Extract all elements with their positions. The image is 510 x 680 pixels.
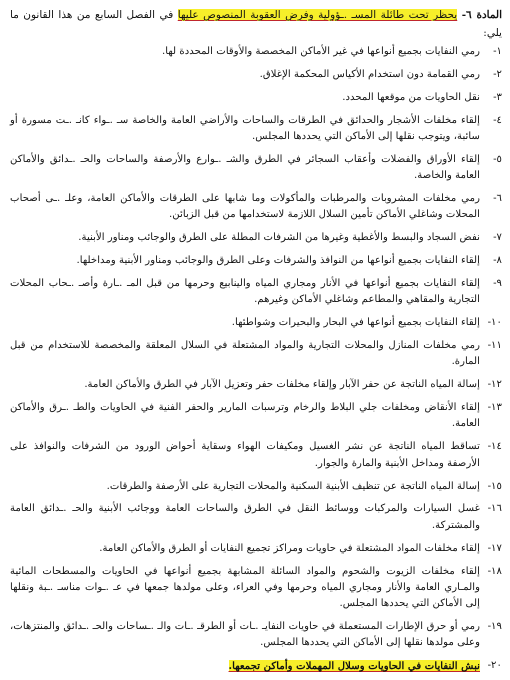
list-item — [10, 67, 502, 83]
list-item — [10, 315, 502, 331]
item-number: ١- — [493, 46, 502, 57]
item-text: رمي مخلفات المنازل والمحلات التجارية والمواد المشتعلة في السلال المعلقة والمخصصة للاستخدام من قبل المارة. — [10, 340, 480, 368]
list-item — [10, 230, 502, 246]
item-text: رمي النفايات بجميع أنواعها في غير الأماكن المخصصة والأوقات المحددة لها. — [161, 46, 480, 57]
list-item — [10, 658, 502, 674]
item-number: ٨- — [493, 255, 502, 267]
item-number: ١٤- — [487, 441, 502, 453]
list-item — [10, 90, 502, 106]
item-text: إسالة المياه الناتجة عن حفر الآبار وإلقاء مخلفات حفر وتعزيل الآبار في الطرق والأماكن العامة. — [84, 379, 480, 391]
list-item — [10, 400, 502, 433]
item-text: إلقاء النفايات بجميع أنواعها في الأنار ومجاري المياه والينابيع وحرمها من قبل المـ .ـارة وأصـ .ـحاب المحلات التجارية والمقاهي والمطاعم وشاغلي الأماكن وغيرهم. — [10, 278, 480, 306]
item-number: ٥- — [493, 153, 502, 165]
item-text: إلقاء الأوراق والفضلات وأعقاب السجائر في الطرق والشـ .ـوارع والأرصفة والساحات والحـ .ـدائق والأماكن العامة والخاصة. — [10, 153, 480, 182]
item-text: غسل السيارات والمركبات ووسائط النقل في الطرق والساحات العامة ووجائب الأبنية والحـ .ـدائق العامة والمشتركة. — [10, 503, 480, 531]
list-item — [10, 541, 502, 557]
list-item — [10, 564, 502, 613]
list-item — [10, 191, 502, 224]
item-text: رمي القمامة دون استخدام الأكياس المحكمة الإغلاق. — [259, 68, 480, 80]
item-number: ١٣- — [487, 402, 502, 414]
item-number: ٣- — [493, 91, 502, 103]
item-number: ٦- — [493, 193, 502, 205]
item-number: ١٥- — [487, 480, 502, 492]
list-item — [10, 619, 502, 652]
item-text: تساقط المياه الناتجة عن نشر الغسيل ومكيفات الهواء وسقاية أحواض الورود من الشرفات والنوافذ على الأرصفة ومداخل الأبنية والمارة والجوار. — [10, 441, 480, 469]
item-number: ٩- — [493, 278, 502, 290]
item-text: رمي مخلفات المشروبات والمرطبات والمأكولات وما شابها على الطرقات والأماكن العامة، وعلـ .ـى أصحاب المحلات وشاغلي الأماكن تأمين السلال اللازمة لاستخدامها من قبل الزبائن. — [10, 193, 480, 221]
item-text — [10, 658, 480, 674]
item-number: ١٢- — [487, 379, 502, 391]
list-item — [10, 152, 502, 185]
list-item — [10, 338, 502, 371]
item-text: نفض السجاد والبسط والأغطية وغيرها من الشرفات المطلة على الطرق والوجائب ومناور الأبنية. — [78, 232, 480, 244]
list-item — [10, 501, 502, 534]
highlighted-item-text: نبش النفايات في الحاويات وسلال المهملات وأماكن تجمعها. — [228, 660, 480, 673]
item-number: ٢٠- — [487, 660, 502, 672]
list-item — [10, 479, 502, 495]
list-item — [10, 276, 502, 309]
article-intro-text: في الفصل السابع من هذا القانون ما يلي: — [10, 9, 502, 39]
item-text: إسالة المياه الناتجة عن تنظيف الأبنية السكنية والمحلات التجارية على الأرصفة والطرقات. — [106, 480, 480, 492]
item-number: ١٦- — [487, 503, 502, 515]
list-item — [10, 113, 502, 146]
list-item — [10, 439, 502, 472]
item-text: رمي أو حرق الإطارات المستعملة في حاويات النفايـ .ـات أو الطرقـ .ـات والـ .ـساحات والحـ .ـدائق والمنتزهات، وعلى مولدها نقلها إلى الأماكن التي يحددها المجلس. — [10, 621, 480, 649]
item-number: ١٠- — [487, 317, 502, 329]
item-text: إلقاء النفايات بجميع أنواعها في البحار والبحيرات وشواطئها. — [231, 317, 480, 329]
item-number: ٤- — [493, 114, 502, 126]
item-number: ١٨- — [487, 565, 502, 577]
item-number: ١٩- — [487, 621, 502, 632]
item-text: إلقاء النفايات بجميع أنواعها من النوافذ والشرفات وعلى الطرق والوجائب ومناور الأبنية ومداخلها. — [76, 255, 480, 267]
article-header — [10, 6, 502, 42]
article-number: المادة ٦- — [461, 9, 503, 21]
item-text: إلقاء مخلفات الزيوت والشحوم والمواد السائلة المشابهة بجميع أنواعها في الحاويات والمسطحات المائية والمـاري العامة والأنار ومجاري المياه وحرمها وفي العراء، وعلى مولدها جمعها في عـ .ـوات مناسـ .ـبة ونقلها إلى الأماكن التي يحددها المجلس. — [10, 565, 480, 610]
item-number: ١١- — [487, 340, 502, 352]
item-number: ١٧- — [487, 542, 502, 554]
item-number: ٧- — [493, 232, 502, 244]
prohibitions-list — [10, 44, 502, 674]
list-item — [10, 253, 502, 269]
item-text: إلقاء مخلفات الأشجار والحدائق في الطرقات والساحات والأراضي العامة والخاصة سـ .ـواء كانـ .ـت مسورة أو سائبة، ويتوجب نقلها إلى الأماكن التي يحددها المجلس. — [10, 114, 480, 142]
item-text: إلقاء مخلفات المواد المشتعلة في حاويات ومراكز تجميع النفايات أو الطرق والأماكن العامة. — [99, 542, 480, 554]
highlighted-clause: يحظر تحت طائلة المسـ .ـؤولية وفرض العقوبة المنصوص عليها — [177, 9, 458, 21]
list-item — [10, 377, 502, 393]
item-text: نقل الحاويات من موقعها المحدد. — [342, 91, 480, 103]
item-number: ٢- — [493, 68, 502, 80]
list-item — [10, 44, 502, 60]
item-text: إلقاء الأنقاض ومخلفات جلي البلاط والرخام وترسبات المارير والحفر الفنية في الحاويات والطـ .ـرق والأماكن العامة. — [10, 402, 480, 430]
